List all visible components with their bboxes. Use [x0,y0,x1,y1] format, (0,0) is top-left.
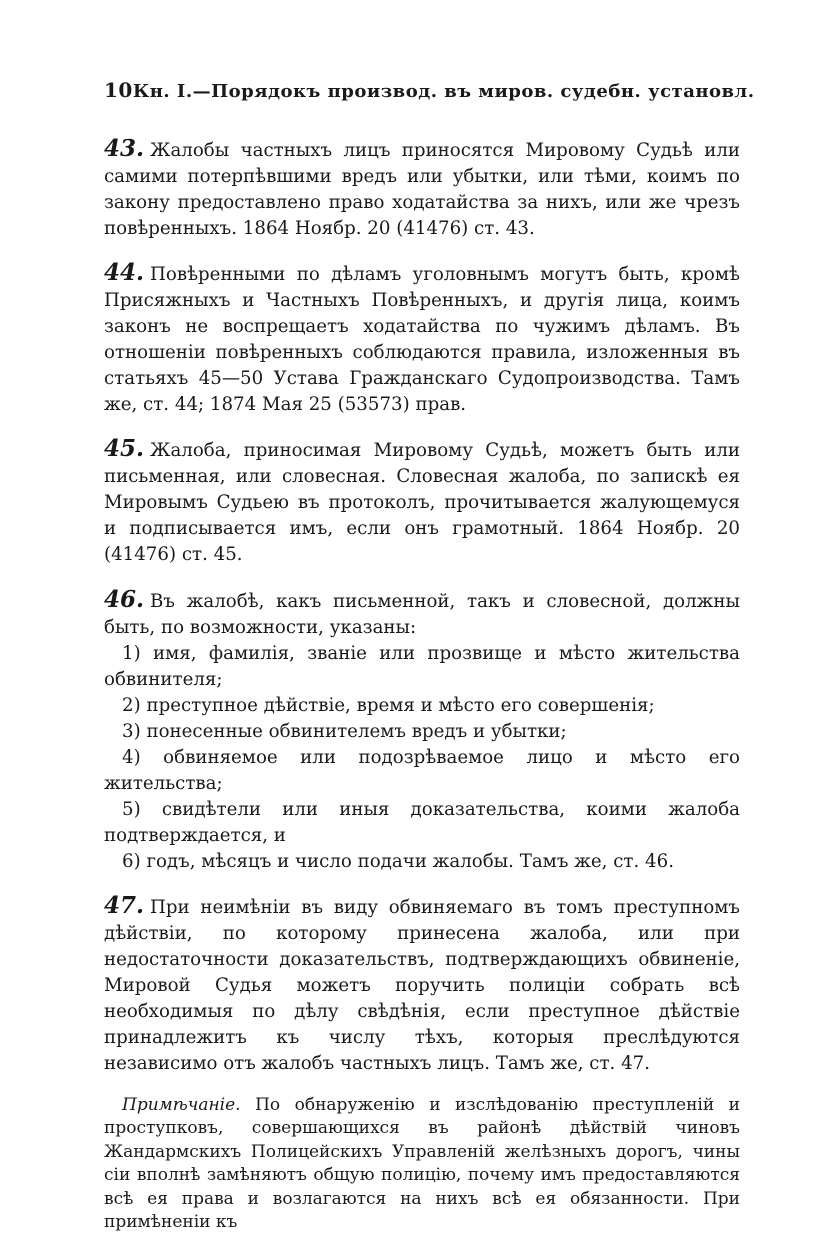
article-text: Жалоба, приносимая Мировому Судьѣ, можетъ быть или письменная, или словесная. Словесная жалоба, по запискѣ ея Мировымъ Судьею въ протоколъ, прочитывается жалующемуся и подписывается имъ, если онъ грамотный. 1864 Ноябр. 20 (41476) ст. 45. [104,440,740,566]
article-number: 47. [104,891,145,919]
complaint-requirements-list [104,641,740,875]
article-43 [104,136,740,242]
article-45 [104,436,740,568]
running-header [104,78,755,102]
list-item: 4) обвиняемое или подозрѣваемое лицо и мѣсто его жительства; [104,746,740,794]
article-number: 46. [104,585,145,613]
note-text: По обнаруженію и изслѣдованію преступленій и проступковъ, совершающихся въ районѣ дѣйствій чиновъ Жандармскихъ Полицейскихъ Управленій желѣзныхъ дорогъ, чины сіи вполнѣ замѣняютъ общую полицію, почему имъ предоставляются всѣ ея права и возлагаются на нихъ всѣ ея обязанности. При примѣненіи къ [104,1094,740,1233]
note-label: Примѣчаніе. [122,1094,241,1115]
list-item: 2) преступное дѣйствіе, время и мѣсто его совершенія; [122,694,655,716]
article-44 [104,260,740,418]
article-text: При неимѣніи въ виду обвиняемаго въ томъ преступномъ дѣйствіи, по которому принесена жалоба, или при недостаточности доказательствъ, подтверждающихъ обвиненіе, Мировой Судья можетъ поручить полиціи собрать всѣ необходимыя по дѣлу свѣдѣнія, если преступное дѣйствіе принадлежитъ къ числу тѣхъ, которыя преслѣдуются независимо отъ жалобъ частныхъ лицъ. Тамъ же, ст. 47. [104,896,740,1074]
article-number: 44. [104,259,145,287]
list-item: 3) понесенные обвинителемъ вредъ и убытки; [122,720,567,742]
article-text: Жалобы частныхъ лицъ приносятся Мировому Судьѣ или самими потерпѣвшими вредъ или убытки, или тѣми, коимъ по закону предоставлено право ходатайства за нихъ, или же чрезъ повѣренныхъ. 1864 Ноябр. 20 (41476) ст. 43. [104,140,740,239]
article-number: 45. [104,435,145,463]
footnote [104,1094,740,1235]
article-number: 43. [104,135,145,162]
article-text: Въ жалобѣ, какъ письменной, такъ и словесной, должны быть, по возможности, указаны: [104,590,740,638]
article-46 [104,587,740,641]
page-number: 10 [104,78,133,102]
book-page [104,78,755,1252]
list-item: 5) свидѣтели или иныя доказательства, коими жалоба подтверждается, и [104,798,740,846]
article-47 [104,893,740,1077]
list-item: 6) годъ, мѣсяцъ и число подачи жалобы. Тамъ же, ст. 46. [122,850,674,872]
article-text: Повѣренными по дѣламъ уголовнымъ могутъ быть, кромѣ Присяжныхъ и Частныхъ Повѣренныхъ, и другія лица, коимъ законъ не воспрещаетъ ходатайства по чужимъ дѣламъ. Въ отношеніи повѣренныхъ соблюдаются правила, изложенныя въ статьяхъ 45—50 Устава Гражданскаго Судопроизводства. Тамъ же, ст. 44; 1874 Мая 25 (53573) прав. [104,264,740,416]
running-title: Кн. I.—Порядокъ производ. въ миров. судебн. установл. [132,81,755,102]
list-item: 1) имя, фамилія, званіе или прозвище и мѣсто жительства обвинителя; [104,642,740,690]
